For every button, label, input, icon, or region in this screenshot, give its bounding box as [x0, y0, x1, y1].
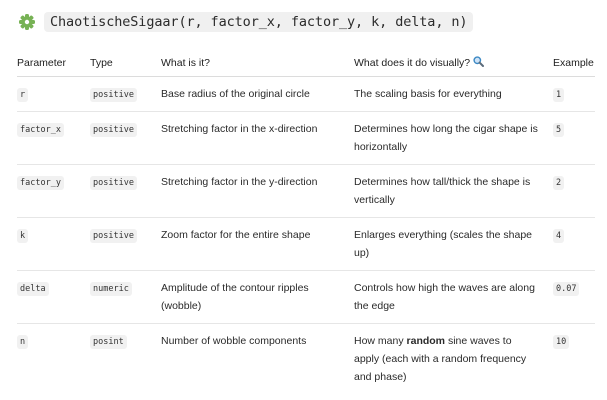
cell-visual: The scaling basis for everything [354, 77, 553, 112]
param-example: 2 [553, 176, 564, 190]
cell-type [90, 77, 161, 112]
cell-type [90, 218, 161, 271]
cell-type [90, 165, 161, 218]
cell-what: Stretching factor in the y-direction [161, 165, 354, 218]
param-type: numeric [90, 282, 132, 296]
cell-what: Base radius of the original circle [161, 77, 354, 112]
header-parameter: Parameter [17, 50, 90, 77]
parameter-table [17, 50, 595, 394]
cell-visual [354, 324, 553, 395]
param-example: 4 [553, 229, 564, 243]
magnifying-glass-icon [473, 56, 484, 70]
param-example: 0.07 [553, 282, 579, 296]
function-heading [18, 10, 473, 34]
param-name: k [17, 229, 28, 243]
header-what: What is it? [161, 50, 354, 77]
visual-text-post: sine waves to apply (each with a random frequency and phase) [354, 335, 527, 383]
cell-parameter [17, 218, 90, 271]
param-name: delta [17, 282, 49, 296]
cell-parameter [17, 112, 90, 165]
cell-type [90, 271, 161, 324]
header-type: Type [90, 50, 161, 77]
cell-visual: Determines how long the cigar shape is horizontally [354, 112, 553, 165]
table-row [17, 112, 595, 165]
param-example: 5 [553, 123, 564, 137]
table-row [17, 218, 595, 271]
param-type: posint [90, 335, 127, 349]
visual-text-bold: random [406, 335, 446, 347]
cell-example [553, 77, 595, 112]
cell-type [90, 324, 161, 395]
table-row [17, 77, 595, 112]
cell-visual: Enlarges everything (scales the shape up) [354, 218, 553, 271]
cell-parameter [17, 271, 90, 324]
function-signature: ChaotischeSigaar(r, factor_x, factor_y, k, delta, n) [44, 12, 473, 32]
cell-what: Stretching factor in the x-direction [161, 112, 354, 165]
table-row [17, 165, 595, 218]
param-name: factor_x [17, 123, 64, 137]
cell-parameter [17, 324, 90, 395]
cell-example [553, 271, 595, 324]
cell-what: Number of wobble components [161, 335, 307, 347]
cell-visual: Determines how tall/thick the shape is vertically [354, 165, 553, 218]
param-type: positive [90, 176, 137, 190]
table-header-row [17, 50, 595, 77]
visual-text-pre: How many [354, 335, 407, 347]
green-sparkle-icon [18, 13, 36, 31]
cell-parameter [17, 77, 90, 112]
cell-example [553, 112, 595, 165]
param-type: positive [90, 88, 137, 102]
cell-visual: Controls how high the waves are along the edge [354, 271, 553, 324]
cell-type [90, 112, 161, 165]
param-type: positive [90, 123, 137, 137]
cell-parameter [17, 165, 90, 218]
table-row [17, 324, 595, 395]
cell-example [553, 165, 595, 218]
param-name: n [17, 335, 28, 349]
param-type: positive [90, 229, 137, 243]
cell-what: Zoom factor for the entire shape [161, 218, 354, 271]
param-example: 1 [553, 88, 564, 102]
header-visual-label: What does it do visually? [354, 57, 471, 69]
header-example: Example [553, 50, 595, 77]
cell-example [553, 218, 595, 271]
table-row [17, 271, 595, 324]
param-name: factor_y [17, 176, 64, 190]
cell-what: Amplitude of the contour ripples (wobble) [161, 271, 354, 324]
cell-example [553, 324, 595, 395]
param-name: r [17, 88, 28, 102]
header-visual [354, 50, 553, 77]
param-example: 10 [553, 335, 569, 349]
